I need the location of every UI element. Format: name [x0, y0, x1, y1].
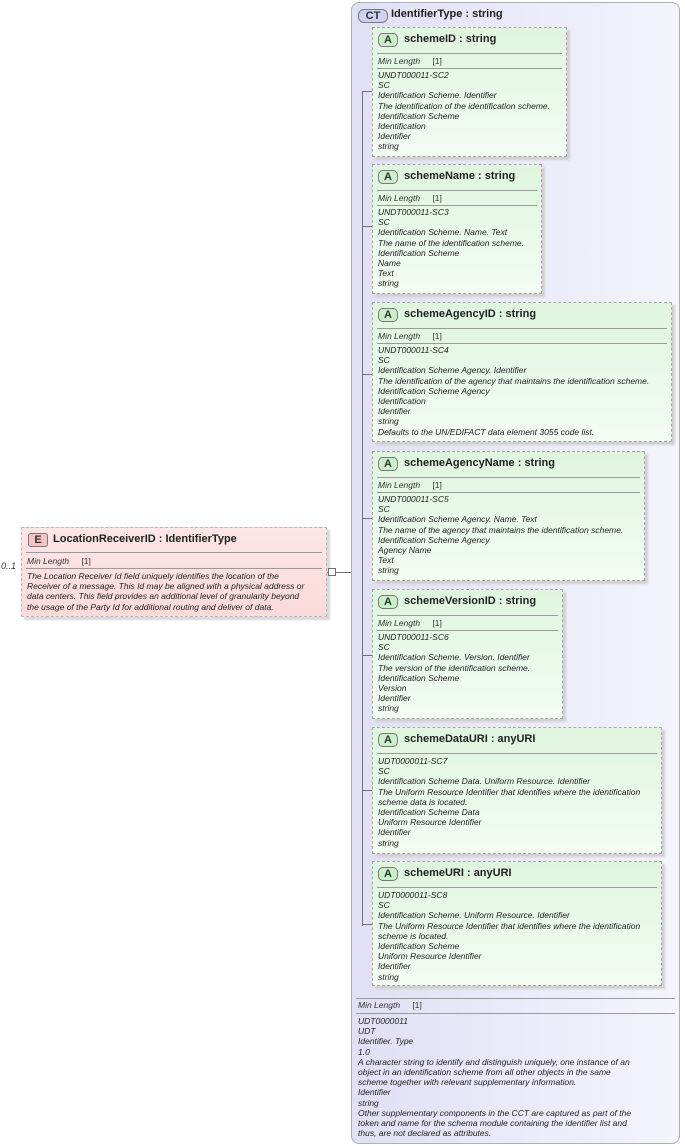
divider: [26, 552, 322, 553]
doc-line: scheme data is located.: [378, 796, 468, 807]
doc-line: UDT0000011-SC8: [378, 890, 448, 900]
attribute-title: schemeVersionID : string: [404, 595, 537, 607]
divider: [377, 615, 558, 616]
facet-name: Min Length: [378, 618, 421, 628]
attribute-branch: [362, 924, 372, 925]
attribute-branch: [362, 518, 372, 519]
doc-line: scheme together with relevant supplementary information.: [358, 1077, 577, 1088]
doc-line: UDT: [358, 1026, 376, 1037]
element-icon: E: [28, 533, 48, 547]
doc-line: SC: [378, 504, 390, 515]
divider: [356, 1013, 675, 1014]
attribute-scheme-name[interactable]: [372, 164, 542, 294]
attribute-title: schemeAgencyName : string: [404, 457, 555, 469]
attribute-scheme-version-id[interactable]: [372, 589, 563, 719]
facet-name: Min Length: [27, 556, 70, 566]
doc-line: Identification Scheme Data: [378, 807, 480, 818]
divider: [377, 630, 558, 631]
attribute-title: schemeURI : anyURI: [404, 867, 512, 879]
element-title: LocationReceiverID : IdentifierType: [53, 533, 237, 545]
divider: [377, 477, 640, 478]
attribute-documentation: [378, 207, 524, 289]
attribute-icon: A: [378, 733, 398, 747]
attribute-documentation: [378, 756, 640, 848]
doc-line: The identification of the agency that maintains the identification scheme.: [378, 375, 650, 386]
doc-line: object in an identification scheme from all other objects in the same: [358, 1067, 611, 1078]
doc-line: string: [378, 703, 399, 714]
doc-line: string: [358, 1097, 379, 1108]
doc-line: Defaults to the UN/EDIFACT data element 3055 code list.: [378, 426, 595, 437]
complex-type-documentation: [358, 1016, 631, 1138]
divider: [377, 492, 640, 493]
doc-line: Identifier: [378, 827, 411, 838]
doc-line: Identifier: [378, 693, 411, 704]
doc-line: The Uniform Resource Identifier that identifies where the identification: [378, 920, 641, 931]
doc-line: Agency Name: [378, 545, 432, 556]
doc-line: Uniform Resource Identifier: [378, 951, 482, 962]
doc-line: thus, are not declared as attributes.: [358, 1128, 492, 1139]
facet-name: Min Length: [378, 56, 421, 66]
doc-line: The Location Receiver Id field uniquely identifies the location of the: [27, 571, 279, 581]
doc-line: Identification Scheme. Version. Identifier: [378, 652, 530, 663]
doc-line: Identification Scheme Agency: [378, 385, 490, 396]
doc-line: The Uniform Resource Identifier that identifies where the identification: [378, 786, 641, 797]
attribute-branch: [362, 374, 372, 375]
divider: [377, 53, 562, 54]
doc-line: UNDT000011-SC3: [378, 207, 449, 217]
facet-name: Min Length: [378, 331, 421, 341]
doc-line: string: [378, 971, 399, 982]
doc-line: Receiver of a message. This Id may be aligned with a physical address or: [27, 581, 305, 592]
doc-line: 1.0: [358, 1046, 370, 1057]
attribute-facet: [378, 331, 442, 341]
doc-line: SC: [378, 217, 390, 228]
attribute-title: schemeAgencyID : string: [404, 308, 537, 320]
attribute-branch: [362, 226, 372, 227]
expand-collapse-icon[interactable]: [328, 568, 336, 576]
doc-line: Identifier: [378, 961, 411, 972]
complex-type-icon: CT: [358, 9, 388, 23]
divider: [26, 568, 322, 569]
doc-line: Identification Scheme: [378, 672, 460, 683]
divider: [356, 998, 675, 999]
facet-value: [1]: [81, 556, 91, 566]
attribute-documentation: [378, 494, 623, 576]
doc-line: Name: [378, 258, 401, 269]
attribute-scheme-data-uri[interactable]: [372, 727, 662, 854]
doc-line: Identification Scheme Agency. Identifier: [378, 365, 527, 376]
attribute-facet: [378, 618, 442, 628]
doc-line: Identification Scheme: [378, 110, 460, 121]
doc-line: Identification Scheme. Name. Text: [378, 227, 508, 238]
doc-line: The name of the agency that maintains the identification scheme.: [378, 524, 624, 535]
occurrence-label: 0..1: [1, 561, 17, 571]
doc-line: UNDT000011-SC4: [378, 345, 449, 355]
complex-type-facet: [358, 1000, 422, 1010]
attribute-icon: A: [378, 867, 398, 881]
doc-line: string: [378, 565, 399, 576]
doc-line: Identification Scheme Data. Uniform Resource. Identifier: [378, 776, 591, 787]
attribute-facet: [378, 193, 442, 203]
attribute-facet: [378, 480, 442, 490]
doc-line: scheme is located.: [378, 930, 449, 941]
doc-line: Text: [378, 555, 394, 566]
doc-line: UNDT000011-SC6: [378, 632, 449, 642]
doc-line: Identification Scheme: [378, 247, 460, 258]
doc-line: string: [378, 416, 399, 427]
doc-line: Identification Scheme Agency. Name. Text: [378, 514, 537, 525]
doc-line: Identification Scheme. Uniform Resource. Identifier: [378, 910, 570, 921]
attribute-documentation: [378, 632, 530, 714]
doc-line: Other supplementary components in the CCT are captured as part of the: [358, 1107, 632, 1118]
attribute-scheme-agency-name[interactable]: [372, 451, 645, 581]
doc-line: The identification of the identification scheme.: [378, 100, 550, 111]
doc-line: string: [378, 837, 399, 848]
doc-line: token and name for the schema module containing the identifier list and: [358, 1118, 627, 1129]
doc-line: Identification: [378, 396, 426, 407]
attribute-icon: A: [378, 595, 398, 609]
attribute-icon: A: [378, 457, 398, 471]
facet-value: [1]: [432, 331, 442, 341]
doc-line: Identifier. Type: [358, 1036, 414, 1047]
divider: [377, 68, 562, 69]
doc-line: string: [378, 278, 399, 289]
attribute-scheme-uri[interactable]: [372, 861, 662, 986]
doc-line: SC: [378, 80, 390, 91]
doc-line: Identification Scheme. Identifier: [378, 90, 497, 101]
divider: [377, 753, 657, 754]
divider: [377, 205, 537, 206]
doc-line: Uniform Resource Identifier: [378, 817, 482, 828]
attribute-icon: A: [378, 33, 398, 47]
attribute-branch: [362, 91, 372, 92]
doc-line: Identifier: [378, 406, 411, 417]
element-facet: [27, 556, 91, 566]
attribute-scheme-agency-id[interactable]: [372, 302, 672, 442]
facet-value: [1]: [412, 1000, 422, 1010]
doc-line: SC: [378, 642, 390, 653]
attribute-branch: [362, 655, 372, 656]
doc-line: SC: [378, 900, 390, 911]
doc-line: Identification: [378, 121, 426, 132]
attribute-documentation: [378, 70, 550, 152]
doc-line: The version of the identification scheme.: [378, 662, 531, 673]
doc-line: Identifier: [358, 1087, 391, 1098]
doc-line: SC: [378, 355, 390, 366]
attribute-facet: [378, 56, 442, 66]
facet-name: Min Length: [378, 480, 421, 490]
facet-value: [1]: [432, 193, 442, 203]
attribute-icon: A: [378, 308, 398, 322]
facet-value: [1]: [432, 618, 442, 628]
doc-line: Identification Scheme: [378, 941, 460, 952]
attribute-title: schemeName : string: [404, 170, 516, 182]
doc-line: string: [378, 141, 399, 152]
doc-line: A character string to identify and distinguish uniquely, one instance of an: [358, 1056, 630, 1067]
complex-type-title: IdentifierType : string: [391, 8, 503, 20]
facet-name: Min Length: [358, 1000, 401, 1010]
facet-value: [1]: [432, 56, 442, 66]
divider: [377, 190, 537, 191]
doc-line: data centers. This field provides an additional level of granularity beyond: [27, 591, 300, 602]
element-documentation: [27, 571, 304, 612]
attribute-documentation: [378, 890, 640, 982]
doc-line: the usage of the Party Id for additional routing and deliver of data.: [27, 601, 274, 612]
attribute-branch: [362, 790, 372, 791]
attribute-icon: A: [378, 170, 398, 184]
doc-line: Version: [378, 683, 407, 694]
attribute-title: schemeDataURI : anyURI: [404, 733, 536, 745]
doc-line: UDT0000011-SC7: [378, 756, 448, 766]
facet-value: [1]: [432, 480, 442, 490]
doc-line: UNDT000011-SC2: [378, 70, 449, 80]
divider: [377, 887, 657, 888]
attribute-documentation: [378, 345, 649, 437]
attribute-tree-line: [362, 91, 363, 926]
doc-line: Identification Scheme Agency: [378, 534, 490, 545]
element-location-receiver-id[interactable]: [21, 527, 327, 617]
divider: [377, 343, 667, 344]
doc-line: SC: [378, 766, 390, 777]
doc-line: UNDT000011-SC5: [378, 494, 449, 504]
divider: [377, 328, 667, 329]
facet-name: Min Length: [378, 193, 421, 203]
attribute-scheme-id[interactable]: [372, 27, 567, 157]
attribute-title: schemeID : string: [404, 33, 497, 45]
doc-line: Text: [378, 268, 394, 279]
doc-line: UDT0000011: [358, 1016, 408, 1026]
doc-line: The name of the identification scheme.: [378, 237, 524, 248]
doc-line: Identifier: [378, 131, 411, 142]
